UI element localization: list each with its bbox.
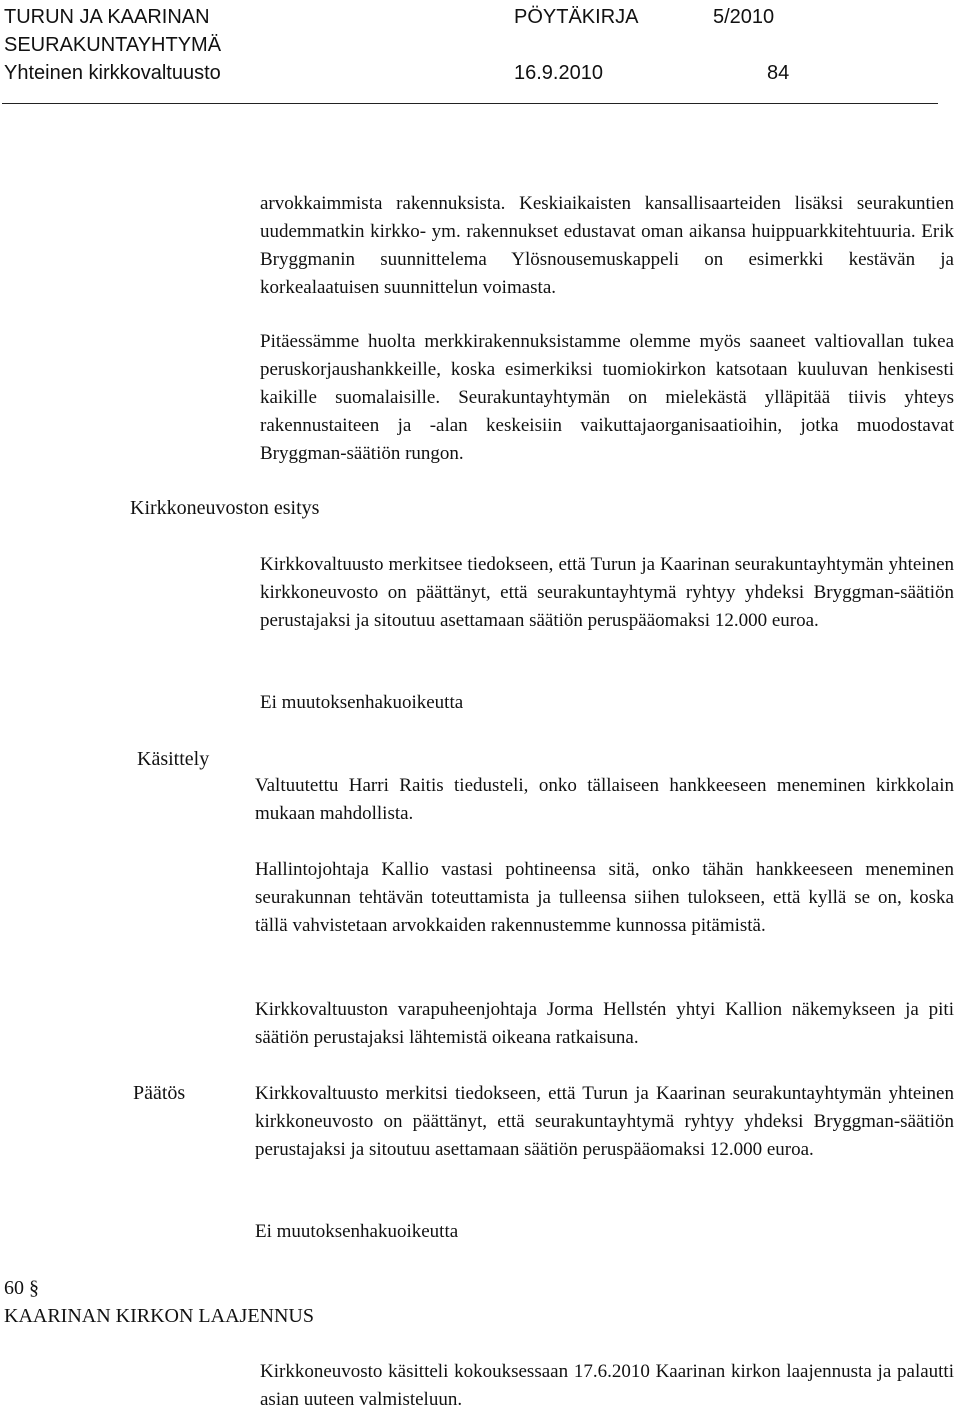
section-sign: §	[29, 1277, 39, 1299]
org-name-line2: SEURAKUNTAYHTYMÄ	[4, 34, 222, 56]
decision-label: Päätös	[133, 1082, 186, 1104]
proposal-text: Kirkkovaltuusto merkitsee tiedokseen, että Turun ja Kaarinan seurakuntayhtymän yhteinen kirkkoneuvosto on päättänyt, että seurakuntayhtymä ryhtyy yhdeksi Bryggman-säätiön perustajaksi ja sitoutuu asettamaan säätiön peruspääomaksi 12.000 euroa.	[260, 554, 954, 631]
handling-paragraph-3: Kirkkovaltuuston varapuheenjohtaja Jorma Hellstén yhtyi Kallion näkemykseen ja piti säätiön perustajaksi lähtemistä oikeana ratkaisuna.	[255, 999, 954, 1048]
document-number: 5/2010	[713, 6, 775, 28]
section-60-title: KAARINAN KIRKON LAAJENNUS	[4, 1305, 314, 1327]
section-60-heading	[4, 1274, 39, 1302]
proposal-appeal-note: Ei muutoksenhakuoikeutta	[260, 692, 464, 713]
section-59-paragraph-2: Pitäessämme huolta merkkirakennuksistamme olemme myös saaneet valtiovallan tukea peruskorjaushankkeille, koska esimerkiksi tuomiokirkon katsotaan kuuluvan henkisesti kaikille suomalaisille. Seurakuntayhtymän on mielekästä ylläpitää tiivis yhteys rakennustaiteen ja -alan keskeisiin vaikuttajaorganisaatioihin, jotka muodostavat Bryggman-säätiön rungon.	[260, 331, 954, 464]
decision-text: Kirkkovaltuusto merkitsi tiedokseen, että Turun ja Kaarinan seurakuntayhtymän yhteinen kirkkoneuvosto on päättänyt, että seurakuntayhtymä ryhtyy yhdeksi Bryggman-säätiön perustajaksi ja sitoutuu asettamaan säätiön peruspääomaksi 12.000 euroa.	[255, 1083, 954, 1160]
meeting-date: 16.9.2010	[514, 62, 603, 84]
header-divider	[2, 103, 938, 104]
body-name: Yhteinen kirkkovaltuusto	[4, 62, 221, 84]
section-60-intro-paragraph: Kirkkoneuvosto käsitteli kokouksessaan 17.6.2010 Kaarinan kirkon laajennusta ja palautti asian uuteen valmisteluun.	[260, 1361, 954, 1410]
handling-paragraph-2: Hallintojohtaja Kallio vastasi pohtineensa sitä, onko tähän hankkeeseen meneminen seurakunnan tehtävän toteuttamista ja tulleensa siihen tulokseen, että kyllä se on, koska tällä vahvistetaan arvokkaiden rakennustemme kunnossa pitämistä.	[255, 859, 954, 936]
page-number: 84	[767, 62, 790, 84]
document-type: PÖYTÄKIRJA	[514, 6, 639, 28]
decision-appeal-note: Ei muutoksenhakuoikeutta	[255, 1221, 459, 1242]
proposal-label: Kirkkoneuvoston esitys	[130, 497, 320, 519]
handling-paragraph-1: Valtuutettu Harri Raitis tiedusteli, onko tällaiseen hankkeeseen meneminen kirkkolain mukaan mahdollista.	[255, 775, 954, 824]
handling-label: Käsittely	[137, 748, 210, 770]
org-name-line1: TURUN JA KAARINAN	[4, 6, 210, 28]
section-60-number: 60	[4, 1277, 24, 1299]
section-59-intro-paragraph: arvokkaimmista rakennuksista. Keskiaikaisten kansallisaarteiden lisäksi seurakuntien uudemmatkin kirkko- ym. rakennukset edustavat oman aikansa huippuarkkitehtuuria. Erik Bryggmanin suunnittelema Ylösnousemuskappeli on esimerkki kestävän ja korkealaatuisen suunnittelun voimasta.	[260, 193, 954, 298]
